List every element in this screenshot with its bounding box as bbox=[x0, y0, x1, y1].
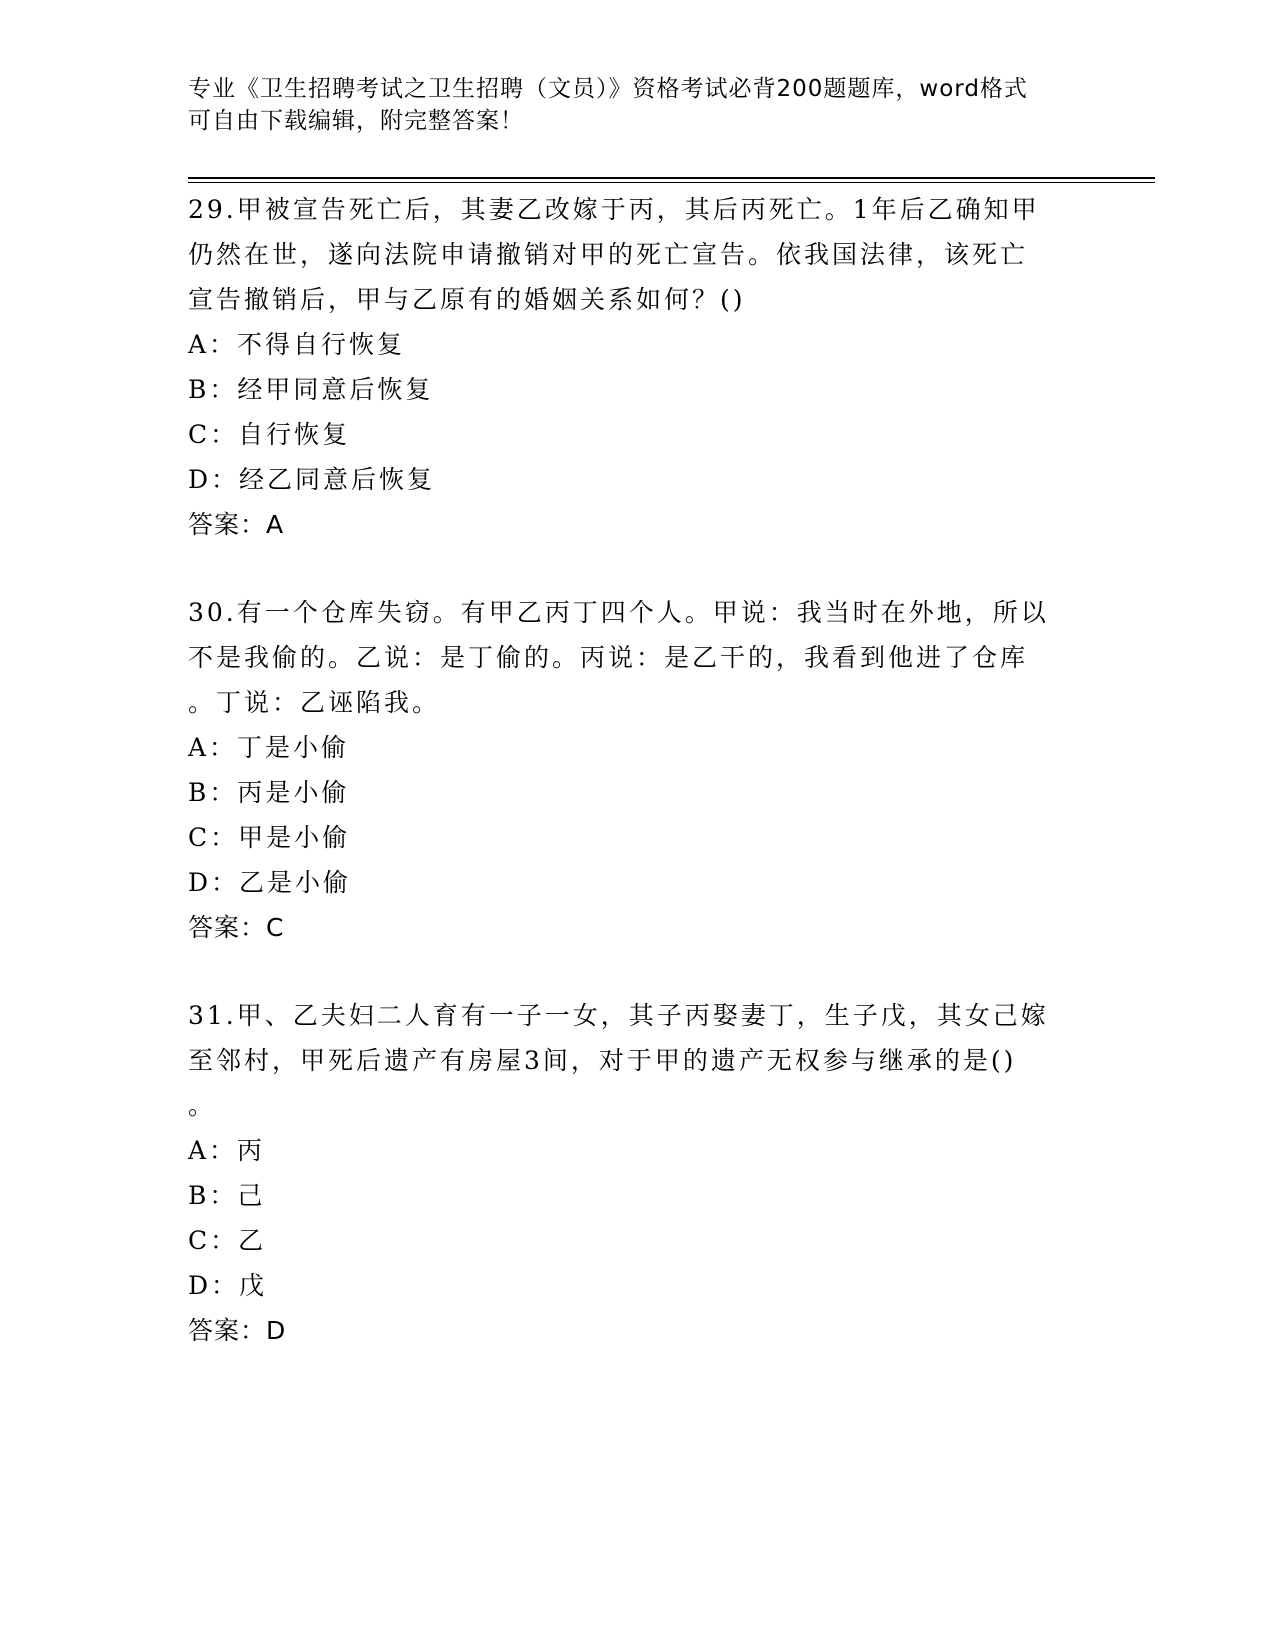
answer: 答案：A bbox=[188, 510, 285, 539]
question-text-line: 。丁说：乙诬陷我。 bbox=[188, 688, 441, 717]
header-line: 专业《卫生招聘考试之卫生招聘（文员）》资格考试必背200题题库，word格式 bbox=[188, 76, 1028, 102]
question-text-line: 31.甲、乙夫妇二人育有一子一女，其子丙娶妻丁，生子戊，其女己嫁 bbox=[188, 1001, 1049, 1030]
option-a: A：不得自行恢复 bbox=[188, 330, 406, 359]
option-c: C：甲是小偷 bbox=[188, 823, 351, 852]
option-d: D：经乙同意后恢复 bbox=[188, 465, 436, 494]
question-text-line: 不是我偷的。乙说：是丁偷的。丙说：是乙干的，我看到他进了仓库 bbox=[188, 643, 1029, 672]
question-text-line: 29.甲被宣告死亡后，其妻乙改嫁于丙，其后丙死亡。1年后乙确知甲 bbox=[188, 195, 1040, 224]
header-divider-thin bbox=[188, 182, 1155, 183]
option-d: D：戊 bbox=[188, 1271, 268, 1300]
option-c: C：乙 bbox=[188, 1226, 267, 1255]
question-text-line: 30.有一个仓库失窃。有甲乙丙丁四个人。甲说：我当时在外地，所以 bbox=[188, 598, 1049, 627]
answer: 答案：D bbox=[188, 1316, 287, 1345]
option-a: A：丙 bbox=[188, 1136, 266, 1165]
question-text-line: 。 bbox=[188, 1091, 217, 1120]
option-b: B：丙是小偷 bbox=[188, 778, 350, 807]
question-text-line: 宣告撤销后，甲与乙原有的婚姻关系如何？() bbox=[188, 285, 746, 314]
option-b: B：经甲同意后恢复 bbox=[188, 375, 434, 404]
option-c: C：自行恢复 bbox=[188, 420, 351, 449]
option-a: A：丁是小偷 bbox=[188, 733, 350, 762]
question-text-line: 至邻村，甲死后遗产有房屋3间，对于甲的遗产无权参与继承的是() bbox=[188, 1046, 1017, 1075]
option-b: B：己 bbox=[188, 1181, 266, 1210]
header-line: 可自由下载编辑，附完整答案！ bbox=[188, 108, 524, 134]
question-31 bbox=[188, 993, 1088, 1353]
header-divider bbox=[188, 177, 1155, 179]
answer: 答案：C bbox=[188, 913, 285, 942]
question-text-line: 仍然在世，遂向法院申请撤销对甲的死亡宣告。依我国法律，该死亡 bbox=[188, 240, 1029, 269]
question-list bbox=[188, 187, 1088, 1396]
question-29 bbox=[188, 187, 1088, 547]
question-30 bbox=[188, 590, 1088, 950]
option-d: D：乙是小偷 bbox=[188, 868, 352, 897]
document-header bbox=[188, 73, 1068, 137]
